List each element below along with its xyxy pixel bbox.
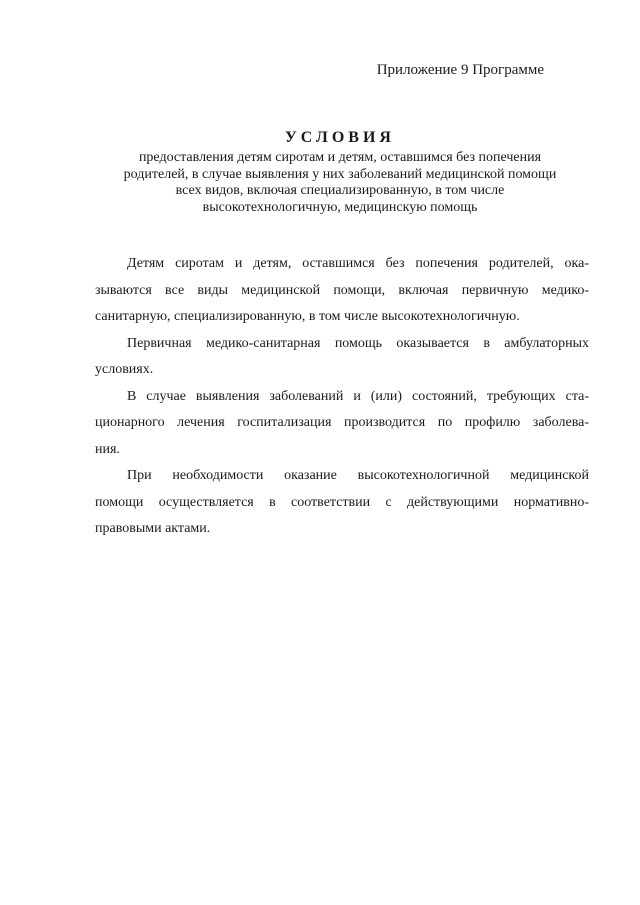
paragraph-line: Первичная медико-санитарная помощь оказывается в амбулаторных bbox=[127, 335, 589, 351]
subtitle-line: предоставления детям сиротам и детям, оставшимся без попечения bbox=[138, 150, 542, 165]
paragraph-line: ния. bbox=[95, 441, 120, 457]
appendix-label: Приложение 9 Программе bbox=[376, 62, 544, 78]
paragraph-line: В случае выявления заболеваний и (или) состояний, требующих ста- bbox=[127, 388, 589, 404]
paragraph-line: ционарного лечения госпитализация производится по профилю заболева- bbox=[95, 415, 589, 430]
paragraph-line: санитарную, специализированную, в том числе высокотехнологичную. bbox=[95, 309, 520, 324]
paragraph bbox=[95, 331, 589, 384]
paragraph bbox=[95, 463, 589, 543]
paragraph-line: Детям сиротам и детям, оставшимся без попечения родителей, ока- bbox=[127, 256, 589, 271]
subtitle-line: всех видов, включая специализированную, в том числе bbox=[175, 183, 505, 198]
paragraph-line: зываются все виды медицинской помощи, включая первичную медико- bbox=[95, 282, 589, 298]
title-block bbox=[110, 128, 570, 216]
paragraph bbox=[95, 251, 589, 331]
document-body bbox=[95, 251, 589, 543]
paragraph-line: правовыми актами. bbox=[95, 521, 211, 536]
paragraph-line: условиях. bbox=[95, 362, 154, 377]
subtitle-line: родителей, в случае выявления у них заболеваний медицинской помощи bbox=[123, 166, 557, 182]
paragraph-line: При необходимости оказание высокотехнологичной медицинской bbox=[127, 468, 589, 483]
document-subtitle bbox=[110, 150, 570, 216]
paragraph bbox=[95, 384, 589, 464]
paragraph-line: помощи осуществляется в соответствии с действующими нормативно- bbox=[95, 494, 589, 510]
subtitle-line: высокотехнологичную, медицинскую помощь bbox=[202, 199, 478, 215]
document-title: УСЛОВИЯ bbox=[285, 129, 395, 146]
